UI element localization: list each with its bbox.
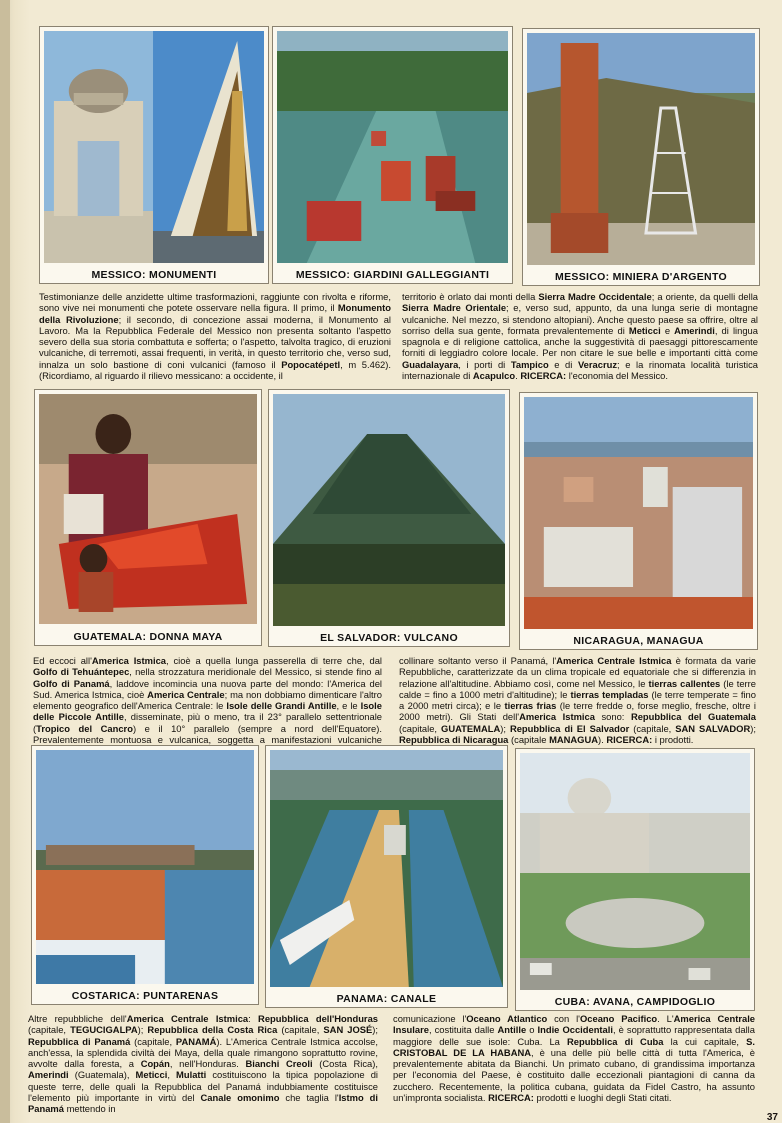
caption: MESSICO: MONUMENTI [91,269,217,281]
caption: MESSICO: GIARDINI GALLEGGIANTI [295,269,490,281]
figure-vulcano [268,389,510,647]
figure-canale-panama [265,745,508,1008]
caption: EL SALVADOR: VULCANO [320,632,458,644]
photo-giardini [277,31,508,263]
photo-puntarenas [36,750,254,984]
photo-canale [270,750,503,987]
figure-miniera-argento [522,28,760,286]
paragraph-altre-repubbliche-left: Altre repubbliche dell'America Centrale Istmica: Repubblica dell'Honduras (capitale, TEGUCIGALPA); Repubblica della Costa Rica (capitale, SAN JOSÉ); Repubblica di Panamá (capitale, PANAMÁ). L'America Centrale Istmica accolse, anch'essa, la splendida civiltà dei Maya, della quale rimangono soprattutto rovine, avvolte dalla foresta, a Copán, nell'Honduras. Bianchi Creoli (Costa Rica), Amerindi (Guatemala), Meticci, Mulatti costituiscono la tipica popolazione di queste terre, delle quali la Repubblica del Panamá indubbiamente costituisce l'elemento più importante in virtù del Canale omonimo che taglia l'Istmo di Panamá mettendo in [28,1013,379,1115]
paragraph-cuba-right: comunicazione l'Oceano Atlantico con l'Oceano Pacifico. L'America Centrale Insulare, costituita dalle Antille o Indie Occidentali, è soprattutto rappresentata dalla maggiore delle sue isole: Cuba. La Repubblica di Cuba la cui capitale, S. CRISTOBAL DE LA HABANA, è una delle più belle città di tutta l'America, è prevalentemente abitata da Bianchi. Un primato cubano, di grandissima importanza per l'economia del Paese, è costituito dalle eccezionali piantagioni di canna da zucchero. Recentemente, la politica cubana, guidata da Fidel Castro, ha assunto un'impronta socialista. RICERCA: prodotti e luoghi degli Stati citati. [393,1013,756,1104]
paragraph-america-istmica-right: collinare soltanto verso il Panamá, l'America Centrale Istmica è formata da varie Repubbliche, caratterizzate da un clima tropicale ed equatoriale che si differenzia in relazione all'altitudine. Abbiamo così, come nel Messico, le tierras callentes (le terre calde = fino a 1000 metri d'altitudine); le tierras templadas (le terre temperate = fino a 2000 metri circa); e le tierras frias (le terre fredde o, forse meglio, fresche, oltre i 2000 metri). Gli Stati dell'America Istmica sono: Repubblica del Guatemala (capitale, GUATEMALA); Repubblica di El Salvador (capitale, SAN SALVADOR); Repubblica di Nicaragua (capitale MANAGUA). RICERCA: i prodotti. [399,655,757,746]
caption: GUATEMALA: DONNA MAYA [73,631,223,643]
caption: CUBA: AVANA, CAMPIDOGLIO [554,996,716,1008]
figure-avana-campidoglio [515,748,755,1011]
photo-avana [520,753,750,990]
figure-managua [519,392,758,650]
caption: NICARAGUA, MANAGUA [573,635,704,647]
paragraph-america-istmica-left: Ed eccoci all'America Istmica, cioè a quella lunga passerella di terre che, dal Golfo di Tehuántepec, nella strozzatura meridionale del Messico, si stende fino al Golfo di Panamá, laddove incomincia una nuova parte del mondo: l'America del Sud. America Istmica, cioè America Centrale; ma non dobbiamo dimenticare l'altro elemento geografico dell'America Centrale: le Isole delle Grandi Antille, e le Isole delle Piccole Antille, disseminate, più o meno, tra il 23° parallelo settentrionale (Tropico del Cancro) e il 10° parallelo (sempre a nord dell'Equatore). Prevalentemente montuosa e vulcanica, soggetta a manifestazioni vulcaniche [33,655,383,746]
page-number: 37 [766,1112,778,1123]
paragraph-messico-right: territorio è orlato dai monti della Sierra Madre Occidentale; a oriente, da quelli della Sierra Madre Orientale; e, verso sud, appunto, da una lunga serie di montagne vulcaniche. Nel mezzo, si stendono altopiani). Anche questo paese sa offrire, oltre al sorriso della sua gente, formata prevalentemente di Meticci e Amerindi, di lingua spagnola e di religione cattolica, anche la suggestività di paesaggi pittorescamente forniti di leggiadro colore locale. Per non citare le sue belle e importanti città come Guadalayara, i porti di Tampico e di Veracruz; e la rinomata località turistica internazionale di Acapulco. RICERCA: l'economia del Messico. [402,291,758,382]
photo-monumenti [44,31,264,263]
page-spine [0,0,10,1123]
figure-donna-maya [34,389,262,646]
caption: COSTARICA: PUNTARENAS [71,990,219,1002]
photo-donna-maya [39,394,257,624]
figure-messico-monumenti [39,26,269,284]
paragraph-messico-left: Testimonianze delle anzidette ultime trasformazioni, raggiunte con rivolta e riforme, sono vive nei monumenti che potete osservare nella figura. Il primo, il Monumento della Rivoluzione; il secondo, di concezione assai moderna, il Monumento al Lavoro. Ma la Repubblica Federale del Messico non presenta soltanto l'aspetto severo della sua storia combattuta e sofferta; o l'aspetto, talvolta tragico, di eruzioni vulcaniche, di terremoti, assai frequenti, in verità, in questo territorio che, verso sud, innalza un solo bastione di coni vulcanici (famoso il Popocatépetl, m 5.462). (Ricordiamo, al riguardo il rilievo messicano: a occidente, il [39,291,391,382]
photo-vulcano [273,394,505,626]
figure-puntarenas [31,745,259,1005]
caption: MESSICO: MINIERA D'ARGENTO [555,271,727,283]
photo-managua [524,397,753,629]
figure-giardini-galleggianti [272,26,513,284]
photo-miniera [527,33,755,265]
caption: PANAMA: CANALE [336,993,437,1005]
